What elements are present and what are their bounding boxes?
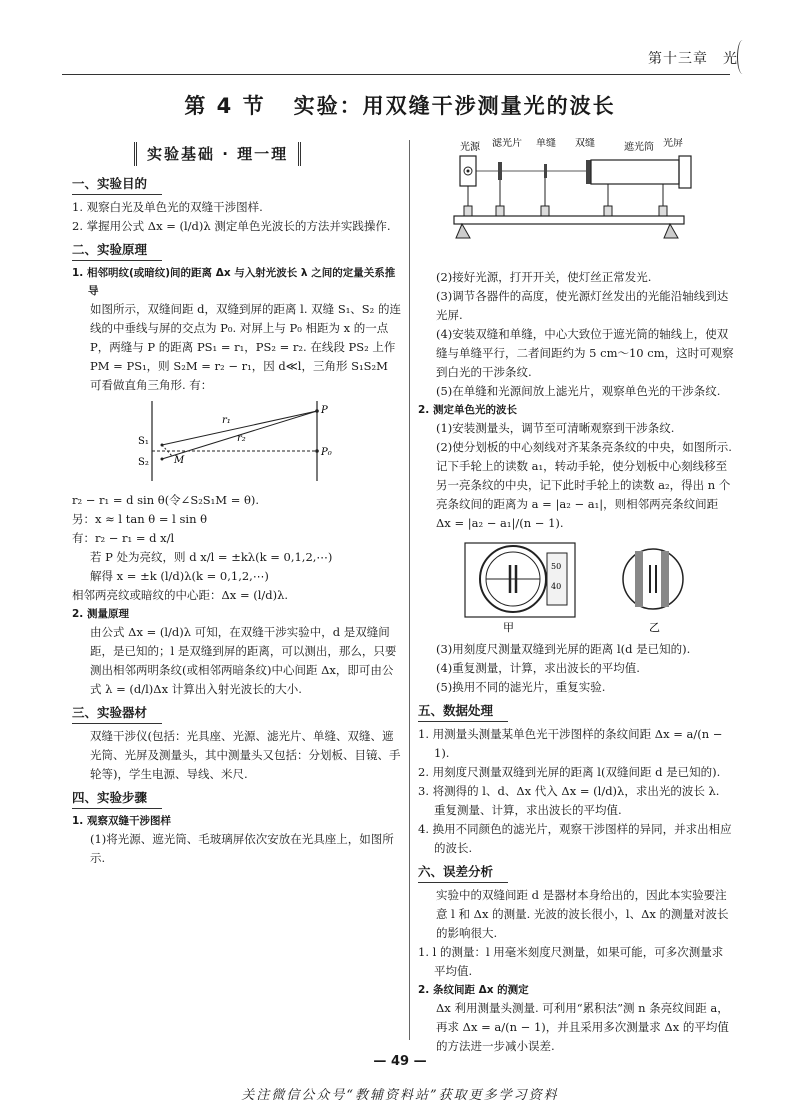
- heading-equipment: 三、实验器材: [72, 703, 162, 724]
- heading-purpose: 一、实验目的: [72, 174, 162, 195]
- equation-4: 若 P 处为亮纹，则 d x/l = ±kλ(k = 0,1,2,⋯): [90, 550, 333, 564]
- single-slit-holder: [544, 164, 547, 178]
- step-1: (1)将光源、遮光筒、毛玻璃屏依次安放在光具座上，如图所示.: [90, 832, 394, 865]
- header-rule: [62, 74, 730, 75]
- footer-note: 关注微信公众号“教辅资料站”获取更多学习资料: [241, 1088, 559, 1103]
- step-2: (2)接好光源，打开开关，使灯丝正常发光.: [436, 270, 652, 284]
- label-jia: 甲: [503, 621, 514, 634]
- label-P: P: [321, 405, 328, 416]
- equation-6: 相邻两亮纹或暗纹的中心距：Δx = (l/d)λ.: [72, 588, 289, 602]
- heading-data: 五、数据处理: [418, 701, 508, 722]
- equation-1: r₂ − r₁ = d sin θ(令∠S₂S₁M = θ).: [72, 493, 260, 507]
- section-banner: 实验基础 · 理一理: [134, 142, 301, 166]
- measure-1: (1)安装测量头，调节至可清晰观察到干涉条纹.: [436, 421, 675, 435]
- measurement-head-figure: [463, 539, 693, 634]
- section-number: 第 4 节: [184, 94, 266, 118]
- scale-label-40: 40: [551, 582, 562, 591]
- principle-subheading-2: 2. 测量原理: [72, 608, 129, 620]
- chapter-header: 第十三章 光: [648, 51, 738, 67]
- measure-2: (2)使分划板的中心刻线对齐某条亮条纹的中央，如图所示. 记下手轮上的读数 a₁，转动手轮，使分划板中心刻线移至另一亮条纹的中央，记下此时手轮上的读数 a₂，得出 n 个亮条纹间的距离为 a = |a₂ − a₁|，则相邻两亮条纹间距 Δx = |a₂ − a₁|/(n − 1).: [436, 440, 732, 530]
- label-tube: 遮光筒: [624, 142, 654, 153]
- label-filter: 滤光片: [492, 138, 522, 149]
- purpose-item-1: 1. 观察白光及单色光的双缝干涉图样.: [72, 200, 263, 214]
- equipment-paragraph: 双缝干涉仪(包括：光具座、光源、滤光片、单缝、双缝、遮光筒、光屏及测量头，其中测量头又包括：分划板、目镜、手轮等)，学生电源、导线、米尺.: [90, 729, 401, 781]
- purpose-item-2: 2. 掌握用公式 Δx = (l/d)λ 测定单色光波长的方法并实践操作.: [72, 219, 391, 233]
- right-column: [418, 268, 734, 1056]
- equation-2: 另：x ≈ l tan θ = l sin θ: [72, 512, 208, 526]
- equation-3: 有：r₂ − r₁ = d x/l: [72, 531, 175, 545]
- page-number: — 49 —: [373, 1054, 427, 1069]
- equation-5: 解得 x = ±k (l/d)λ(k = 0,1,2,⋯): [90, 569, 269, 583]
- step-5: (5)在单缝和光源间放上滤光片，观察单色光的干涉条纹.: [436, 384, 721, 398]
- section-name: 实验：用双缝干涉测量光的波长: [293, 94, 616, 118]
- label-single-slit: 单缝: [536, 138, 556, 149]
- error-item-2: Δx 利用测量头测量. 可利用“累积法”测 n 条亮纹间距 a，再求 Δx = a/(n − 1)，并且采用多次测量求 Δx 的平均值的方法进一步减小误差.: [436, 1001, 729, 1053]
- hand-wheel-scale: [547, 553, 567, 605]
- data-item-1: 1. 用测量头测量某单色光干涉图样的条纹间距 Δx = a/(n − 1).: [418, 727, 723, 760]
- measure-5: (5)换用不同的滤光片，重复实验.: [436, 680, 606, 694]
- principle-paragraph-1: 如图所示，双缝间距 d，双缝到屏的距离 l. 双缝 S₁、S₂ 的连线的中垂线与屏的交点为 P₀. 对屏上与 P₀ 相距为 x 的一点 P，两缝与 P 的距离 PS₁ = r₁，PS₂ = r₂. 在线段 PS₂ 上作 PM = PS₁，则 S₂M = r₂ − r₁，因 d≪l，三角形 S₁S₂M 可看做直角三角形. 有：: [90, 302, 401, 392]
- steps-subheading-1: 1. 观察双缝干涉图样: [72, 815, 171, 827]
- label-M: M: [174, 455, 185, 466]
- measure-4: (4)重复测量，计算，求出波长的平均值.: [436, 661, 640, 675]
- screen-holder: [679, 156, 691, 188]
- bench-leg-right: [664, 224, 678, 238]
- column-divider: [409, 140, 410, 1040]
- heading-principle: 二、实验原理: [72, 240, 162, 261]
- tube: [591, 160, 679, 184]
- label-S2: S₂: [138, 457, 149, 468]
- heading-steps: 四、实验步骤: [72, 788, 162, 809]
- page-title: [0, 90, 800, 120]
- label-r2: r₂: [237, 433, 246, 444]
- label-yi: 乙: [649, 621, 660, 634]
- bench-leg-left: [456, 224, 470, 238]
- steps-subheading-2: 2. 测定单色光的波长: [418, 404, 517, 416]
- fringe-view-circle: [623, 549, 683, 609]
- label-S1: S₁: [138, 436, 149, 447]
- measure-3: (3)用刻度尺测量双缝到光屏的距离 l(d 是已知的).: [436, 642, 691, 656]
- error-item-1: 1. l 的测量：l 用毫米刻度尺测量，如果可能，可多次测量求平均值.: [418, 945, 724, 978]
- left-column: [72, 140, 402, 868]
- principle-paragraph-2: 由公式 Δx = (l/d)λ 可知，在双缝干涉实验中，d 是双缝间距，是已知的；l 是双缝到屏的距离，可以测出，那么，只要测出相邻两明条纹(或相邻两暗条纹)中心间距 Δx，即可由公式 λ = (d/l)Δx 计算出入射光波长的大小.: [90, 625, 397, 696]
- label-r1: r₁: [222, 415, 231, 426]
- label-double-slit: 双缝: [575, 138, 595, 149]
- heading-error: 六、误差分析: [418, 862, 508, 883]
- scale-label-50: 50: [551, 562, 562, 571]
- double-slit-holder: [586, 160, 591, 184]
- double-slit-geometry-figure: [102, 401, 332, 481]
- label-P0: P₀: [321, 447, 332, 458]
- step-4: (4)安装双缝和单缝，中心大致位于遮光筒的轴线上，使双缝与单缝平行，二者间距约为 5 cm～10 cm，这时可观察到白光的干涉条纹.: [436, 327, 734, 379]
- data-item-2: 2. 用刻度尺测量双缝到光屏的距离 l(双缝间距 d 是已知的).: [418, 765, 721, 779]
- label-screen: 光屏: [663, 138, 683, 149]
- error-subheading-2: 2. 条纹间距 Δx 的测定: [418, 984, 529, 996]
- optical-bench: [454, 216, 684, 224]
- apparatus-figure: [448, 138, 706, 256]
- label-light-source: 光源: [460, 142, 480, 153]
- error-paragraph: 实验中的双缝间距 d 是器材本身给出的，因此本实验要注意 l 和 Δx 的测量. 光波的波长很小，l、Δx 的测量对波长的影响很大.: [436, 888, 729, 940]
- filter-holder: [498, 162, 502, 180]
- data-item-3: 3. 将测得的 l、d、Δx 代入 Δx = (l/d)λ，求出光的波长 λ. 重复测量、计算，求出波长的平均值.: [418, 784, 720, 817]
- header-arc-decoration: [737, 40, 748, 74]
- principle-subheading-1: 1. 相邻明纹(或暗纹)间的距离 Δx 与入射光波长 λ 之间的定量关系推导: [72, 267, 396, 297]
- step-3: (3)调节各器件的高度，使光源灯丝发出的光能沿轴线到达光屏.: [436, 289, 729, 322]
- data-item-4: 4. 换用不同颜色的滤光片，观察干涉图样的异同，并求出相应的波长.: [418, 822, 732, 855]
